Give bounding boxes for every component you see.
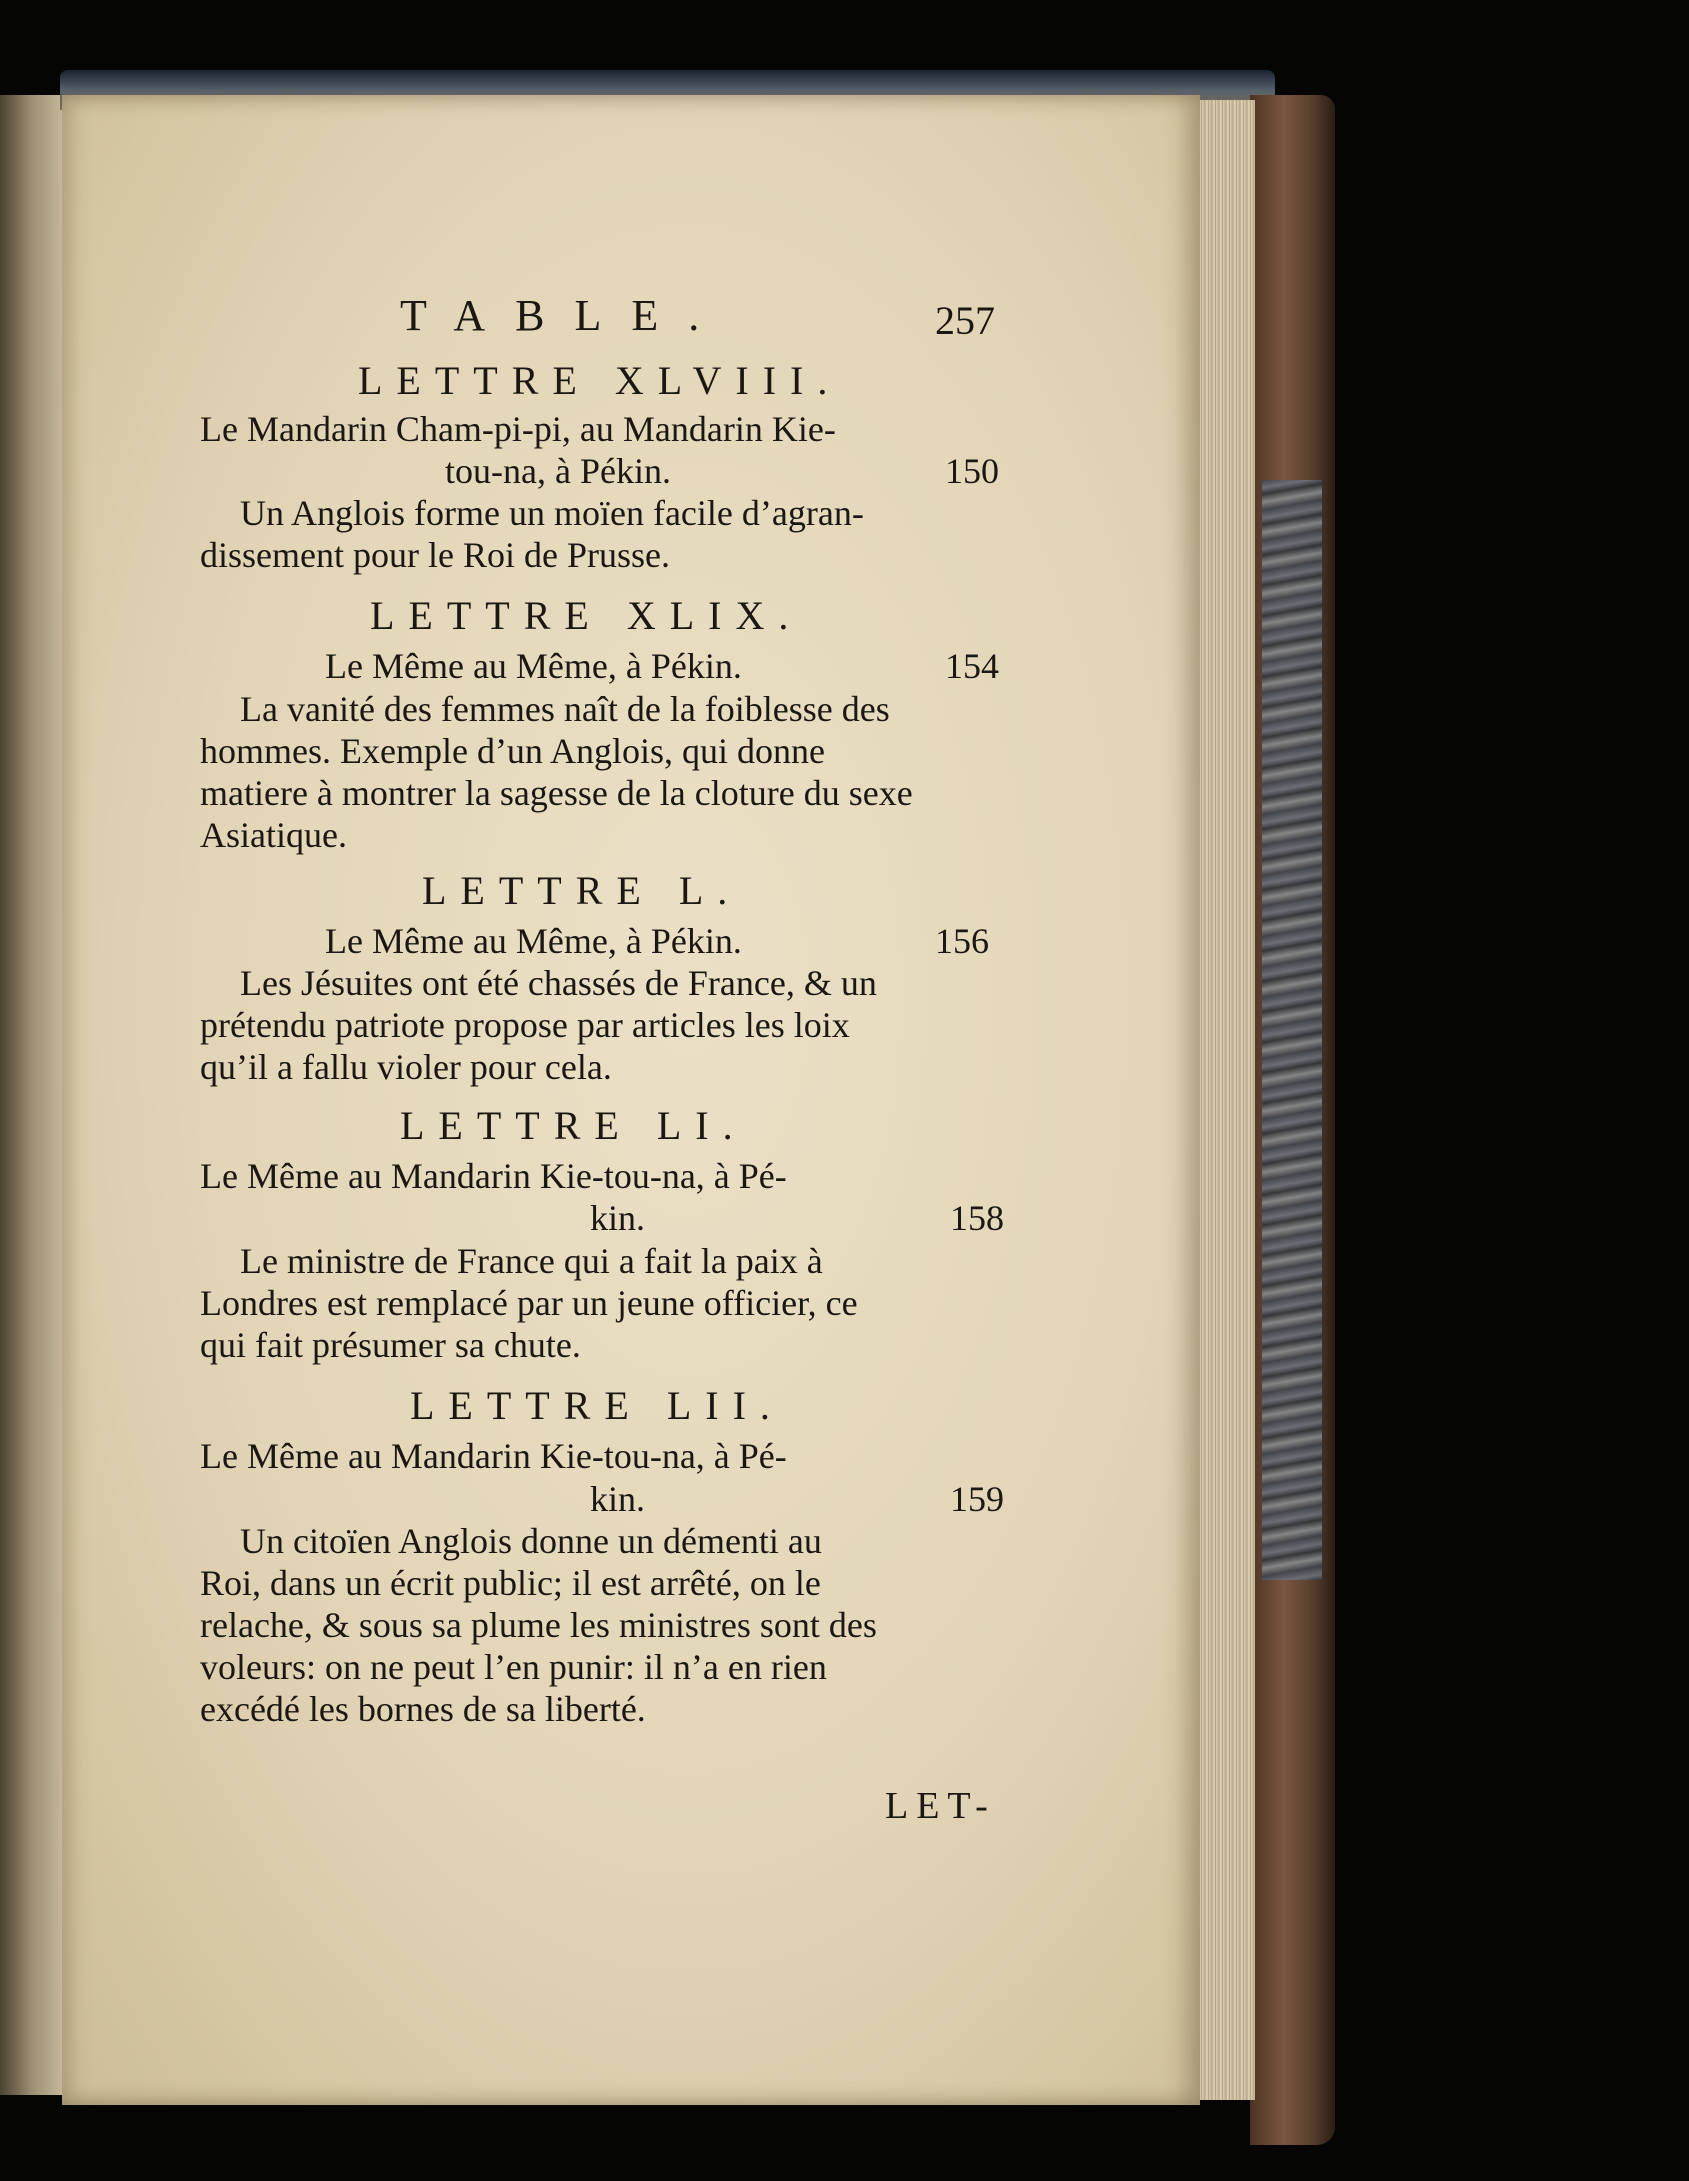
entry-summary: qu’il a fallu violer pour cela. (200, 1047, 612, 1087)
letter-heading: LETTRE XLIX. (370, 593, 803, 638)
entry-summary: matiere à montrer la sagesse de la cloture du sexe (200, 773, 913, 813)
entry-page-ref: 156 (935, 921, 989, 961)
page-number: 257 (935, 298, 995, 343)
entry-page-ref: 158 (950, 1198, 1004, 1238)
entry-line: Le Même au Même, à Pékin. (325, 921, 742, 961)
entry-page-ref: 150 (945, 451, 999, 491)
entry-summary: Un citoïen Anglois donne un démenti au (240, 1521, 822, 1561)
entry-line: Le Mandarin Cham-pi-pi, au Mandarin Kie- (200, 409, 836, 449)
entry-summary: Un Anglois forme un moïen facile d’agran- (240, 493, 864, 533)
letter-heading: LETTRE LI. (400, 1103, 747, 1148)
letter-heading: LETTRE XLVIII. (358, 358, 842, 403)
letter-heading: LETTRE LII. (410, 1383, 784, 1428)
catchword: LET- (885, 1785, 996, 1827)
entry-line: tou-na, à Pékin. (445, 451, 671, 491)
entry-page-ref: 154 (945, 646, 999, 686)
entry-summary: relache, & sous sa plume les ministres sont des (200, 1605, 877, 1645)
letter-heading: LETTRE L. (422, 868, 742, 913)
entry-page-ref: 159 (950, 1479, 1004, 1519)
entry-summary: Londres est remplacé par un jeune officier, ce (200, 1283, 858, 1323)
entry-line: kin. (590, 1198, 646, 1238)
entry-line: kin. (590, 1479, 646, 1519)
entry-summary: La vanité des femmes naît de la foiblesse des (240, 689, 890, 729)
entry-summary: qui fait présumer sa chute. (200, 1325, 581, 1365)
entry-summary: Le ministre de France qui a fait la paix à (240, 1241, 823, 1281)
entry-summary: prétendu patriote propose par articles les loix (200, 1005, 850, 1045)
entry-line: Le Même au Mandarin Kie-tou-na, à Pé- (200, 1436, 787, 1476)
entry-summary: hommes. Exemple d’un Anglois, qui donne (200, 731, 825, 771)
entry-summary: Asiatique. (200, 815, 347, 855)
entry-summary: dissement pour le Roi de Prusse. (200, 535, 670, 575)
marbled-cover (1262, 480, 1322, 1580)
entry-summary: excédé les bornes de sa liberté. (200, 1689, 646, 1729)
page-edges (1195, 100, 1255, 2100)
entry-summary: Les Jésuites ont été chassés de France, & un (240, 963, 877, 1003)
entry-line: Le Même au Même, à Pékin. (325, 646, 742, 686)
left-page-edge (0, 95, 70, 2095)
running-header-title: TABLE. (400, 291, 730, 340)
entry-summary: voleurs: on ne peut l’en punir: il n’a en rien (200, 1647, 827, 1687)
entry-line: Le Même au Mandarin Kie-tou-na, à Pé- (200, 1156, 787, 1196)
entry-summary: Roi, dans un écrit public; il est arrêté, on le (200, 1563, 821, 1603)
